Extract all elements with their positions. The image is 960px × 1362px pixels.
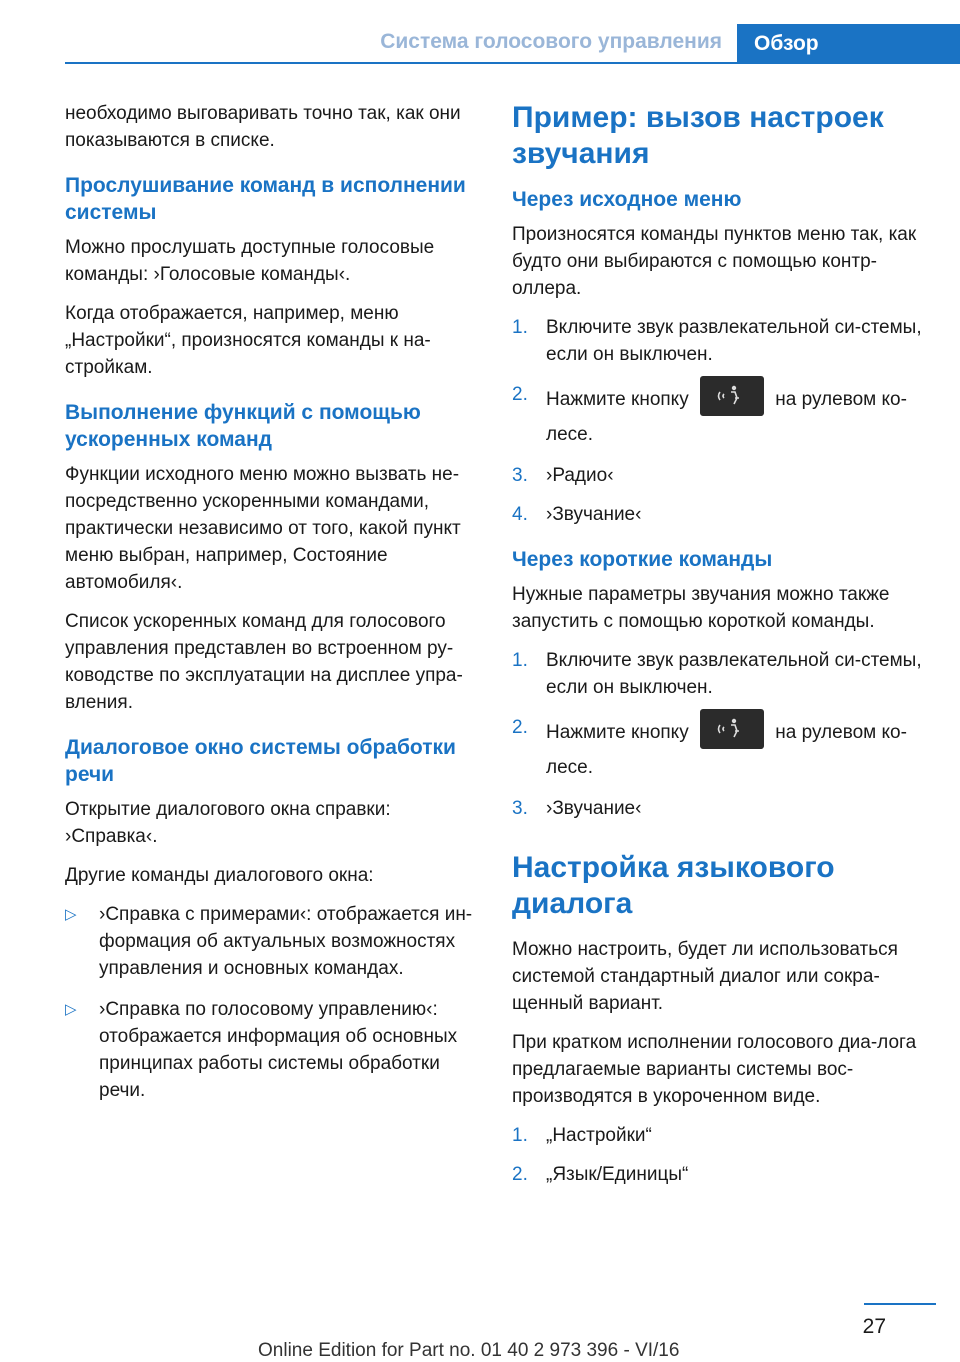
step-text: на рулевом ко-лесе. xyxy=(546,722,907,778)
paragraph: Можно настроить, будет ли использоваться системой стандартный диалог или сокра-щенный вариант. xyxy=(512,939,898,1014)
edition-footer: Online Edition for Part no. 01 40 2 973 396 - VI/16 xyxy=(258,1340,680,1361)
step-text: Включите звук развлекательной си-стемы, если он выключен. xyxy=(546,317,922,365)
heading-via-main-menu: Через исходное меню xyxy=(512,188,742,211)
paragraph: Список ускоренных команд для голосового управления представлен во встроенном ру-ководстве по эксплуатации на дисплее упра-вления. xyxy=(65,611,463,713)
heading-example-sound-settings: Пример: вызов настроек звучания xyxy=(512,101,884,170)
list-item-text: ›Справка с примерами‹: отображается ин-формация об актуальных возможностях управления и основных командах. xyxy=(99,904,473,979)
list-item-text: ›Справка по голосовому управлению‹: отображается информация об основных принципах работы системы обработки речи. xyxy=(99,999,458,1101)
header-section-title: Система голосового управления xyxy=(380,30,722,53)
step-text: ›Звучание‹ xyxy=(546,504,642,525)
list-item xyxy=(512,795,932,822)
paragraph: Другие команды диалогового окна: xyxy=(65,865,374,886)
list-item xyxy=(512,380,932,450)
step-text: Нажмите кнопку xyxy=(546,389,689,411)
paragraph: Когда отображается, например, меню „Настройки“, произносятся команды к на-стройкам. xyxy=(65,303,431,378)
paragraph: При кратком исполнении голосового диа-лога предлагаемые варианты системы вос-производятся в укороченном виде. xyxy=(512,1032,917,1107)
step-text: „Язык/Единицы“ xyxy=(546,1164,689,1185)
left-column xyxy=(65,100,477,1118)
list-item xyxy=(65,996,477,1104)
list-item xyxy=(512,314,932,368)
step-number: 3. xyxy=(512,798,528,819)
step-number: 2. xyxy=(512,717,528,738)
list-item xyxy=(512,647,932,701)
paragraph: Открытие диалогового окна справки: ›Справка‹. xyxy=(65,799,391,847)
paragraph: Функции исходного меню можно вызвать не-посредственно ускоренными командами, практически независимо от того, какой пункт меню выбран, например, Состояние автомобиля‹. xyxy=(65,464,461,593)
step-number: 1. xyxy=(512,1125,528,1146)
heading-language-dialog: Настройка языкового диалога xyxy=(512,851,835,920)
footer-rule xyxy=(864,1303,936,1305)
paragraph: Нужные параметры звучания можно также запустить с помощью короткой команды. xyxy=(512,584,890,632)
right-column xyxy=(512,100,932,1200)
page-number: 27 xyxy=(862,1315,886,1338)
list-item xyxy=(512,501,932,528)
step-number: 3. xyxy=(512,465,528,486)
header-rule xyxy=(65,62,960,64)
step-text: ›Радио‹ xyxy=(546,465,614,486)
list-item xyxy=(512,1122,932,1149)
step-number: 1. xyxy=(512,650,528,671)
list-item xyxy=(512,1161,932,1188)
step-number: 2. xyxy=(512,1164,528,1185)
voice-button-icon xyxy=(700,709,764,749)
paragraph: Можно прослушать доступные голосовые команды: ›Голосовые команды‹. xyxy=(65,237,435,285)
list-item xyxy=(65,901,477,982)
heading-shortcut-commands: Выполнение функций с помощью ускоренных команд xyxy=(65,401,421,451)
step-number: 1. xyxy=(512,317,528,338)
header-tab: Обзор xyxy=(737,24,960,64)
step-number: 4. xyxy=(512,504,528,525)
step-text: на рулевом ко-лесе. xyxy=(546,389,907,445)
triangle-bullet-icon: ▷ xyxy=(65,906,77,923)
list-item xyxy=(512,713,932,783)
voice-button-icon xyxy=(700,376,764,416)
steps-short-commands xyxy=(512,647,932,822)
list-item xyxy=(512,462,932,489)
triangle-bullet-icon: ▷ xyxy=(65,1001,77,1018)
paragraph: необходимо выговаривать точно так, как они показываются в списке. xyxy=(65,103,461,151)
step-text: „Настройки“ xyxy=(546,1125,652,1146)
heading-listen-commands: Прослушивание команд в исполнении системы xyxy=(65,174,466,224)
step-number: 2. xyxy=(512,384,528,405)
step-text: Включите звук развлекательной си-стемы, если он выключен. xyxy=(546,650,922,698)
heading-via-short-commands: Через короткие команды xyxy=(512,548,773,571)
step-text: Нажмите кнопку xyxy=(546,722,689,744)
dialog-commands-list xyxy=(65,901,477,1104)
paragraph: Произносятся команды пунктов меню так, как будто они выбираются с помощью контр-оллера. xyxy=(512,224,917,299)
steps-language xyxy=(512,1122,932,1188)
steps-main-menu xyxy=(512,314,932,528)
step-text: ›Звучание‹ xyxy=(546,798,642,819)
heading-speech-dialog: Диалоговое окно системы обработки речи xyxy=(65,736,456,786)
